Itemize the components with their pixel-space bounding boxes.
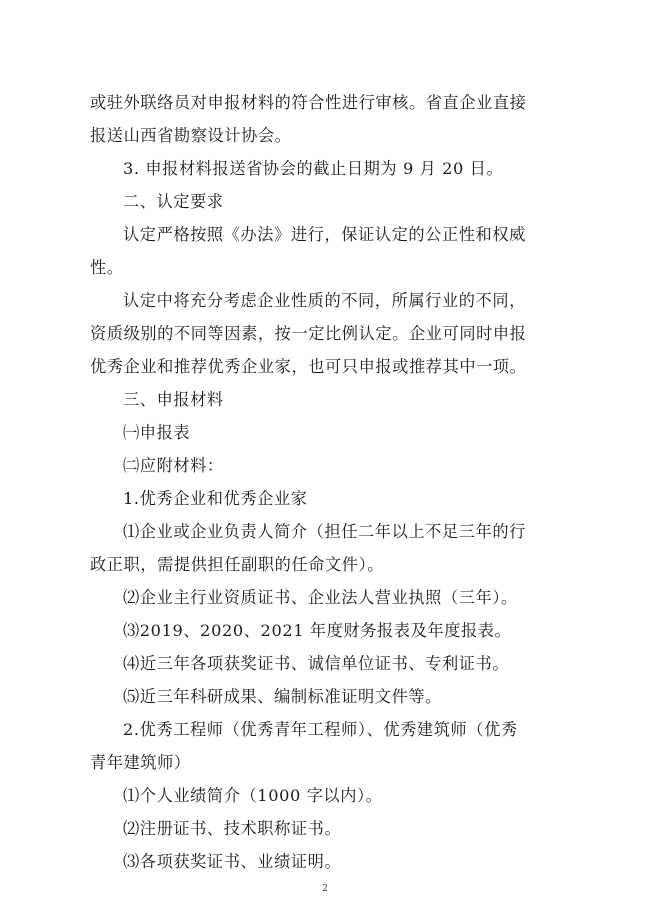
section-heading: 二、认定要求 [123, 192, 224, 211]
text-line: 报送山西省勘察设计协会。 [90, 126, 292, 145]
list-item: ⑷近三年各项获奖证书、诚信单位证书、专利证书。 [123, 654, 510, 673]
list-item: ㈠申报表 [123, 423, 191, 442]
text-line: 认定中将充分考虑企业性质的不同，所属行业的不同， [123, 291, 526, 310]
text-line: 优秀企业和推荐优秀企业家，也可只申报或推荐其中一项。 [90, 357, 527, 376]
text-line: 性。 [90, 258, 124, 277]
list-item: 1.优秀企业和优秀企业家 [123, 489, 308, 508]
section-heading: 三、申报材料 [123, 390, 224, 409]
list-item: ⑵注册证书、技术职称证书。 [123, 819, 342, 838]
list-item: ⑴企业或企业负责人简介（担任二年以上不足三年的行 [123, 522, 526, 541]
list-item: ⑶各项获奖证书、业绩证明。 [123, 852, 342, 871]
list-item: ⑵企业主行业资质证书、企业法人营业执照（三年）。 [123, 588, 518, 607]
list-item: ⑸近三年科研成果、编制标准证明文件等。 [123, 687, 442, 706]
text-line: 或驻外联络员对申报材料的符合性进行审核。省直企业直接 [90, 93, 527, 112]
text-line: 认定严格按照《办法》进行，保证认定的公正性和权威 [123, 225, 526, 244]
text-line: 3. 申报材料报送省协会的截止日期为 9 月 20 日。 [123, 159, 504, 178]
list-item: ㈡应附材料： [123, 456, 224, 475]
text-line: 政正职，需提供担任副职的任命文件）。 [90, 555, 385, 574]
text-line: 青年建筑师） [90, 753, 191, 772]
list-item: 2.优秀工程师（优秀青年工程师）、优秀建筑师（优秀 [123, 720, 518, 739]
page-number: 2 [322, 884, 328, 894]
list-item: ⑶2019、2020、2021 年度财务报表及年度报表。 [123, 621, 512, 640]
list-item: ⑴个人业绩简介（1000 字以内）。 [123, 786, 383, 805]
text-line: 资质级别的不同等因素，按一定比例认定。企业可同时申报 [90, 324, 527, 343]
